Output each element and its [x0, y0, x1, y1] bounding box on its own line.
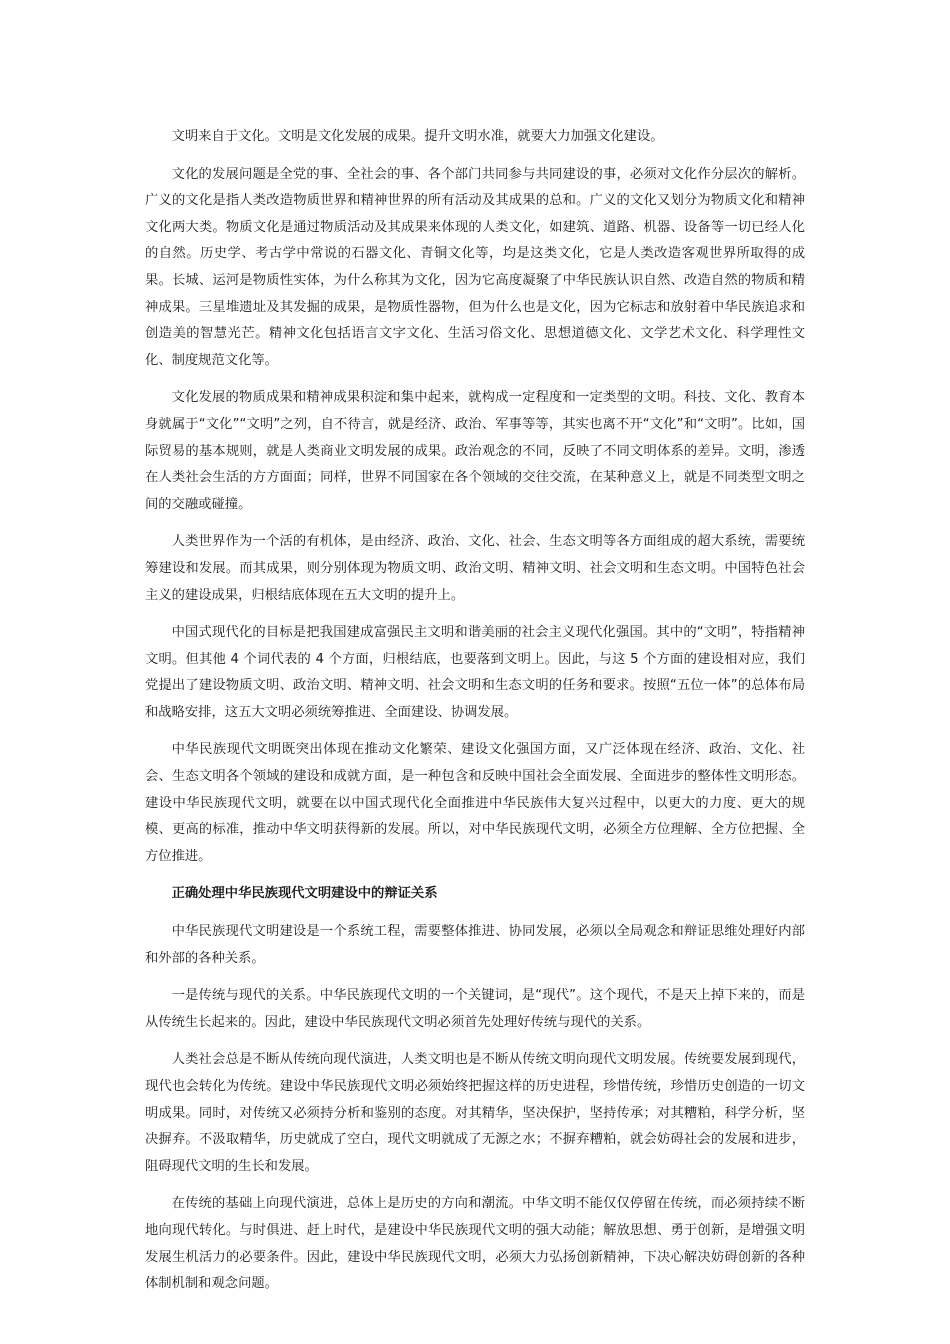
paragraph: 一是传统与现代的关系。中华民族现代文明的一个关键词，是“现代”。这个现代，不是天上掉下来的，而是从传统生长起来的。因此，建设中华民族现代文明必须首先处理好传统与现代的关系。 — [145, 988, 805, 1030]
paragraph: 文明来自于文化。文明是文化发展的成果。提升文明水准，就要大力加强文化建设。 — [171, 129, 664, 144]
paragraph: 文化发展的物质成果和精神成果积淀和集中起来，就构成一定程度和一定类型的文明。科技、文化、教育本身就属于“文化”“文明”之列，自不待言，就是经济、政治、军事等等，其实也离不开“文化”和“文明”。比如，国际贸易的基本规则，就是人类商业文明发展的成果。政治观念的不同，反映了不同文明体系的差异。文明，渗透在人类社会生活的方方面面；同样，世界不同国家在各个领域的交往交流，在某种意义上，就是不同类型文明之间的交融或碰撞。 — [145, 390, 805, 512]
paragraph: 在传统的基础上向现代演进，总体上是历史的方向和潮流。中华文明不能仅仅停留在传统，而必须持续不断地向现代转化。与时俱进、赶上时代，是建设中华民族现代文明的强大动能；解放思想、勇于创新，是增强文明发展生机活力的必要条件。因此，建设中华民族现代文明，必须大力弘扬创新精神，下决心解决妨碍创新的各种体制机制和观念问题。 — [145, 1196, 805, 1292]
paragraph: 人类世界作为一个活的有机体，是由经济、政治、文化、社会、生态文明等各方面组成的超大系统，需要统筹建设和发展。而其成果，则分别体现为物质文明、政治文明、精神文明、社会文明和生态文明。中国特色社会主义的建设成果，归根结底体现在五大文明的提升上。 — [145, 534, 805, 603]
paragraph: 中华民族现代文明建设是一个系统工程，需要整体推进、协同发展，必须以全局观念和辩证思维处理好内部和外部的各种关系。 — [145, 924, 805, 966]
paragraph: 人类社会总是不断从传统向现代演进，人类文明也是不断从传统文明向现代文明发展。传统要发展到现代，现代也会转化为传统。建设中华民族现代文明必须始终把握这样的历史进程，珍惜传统，珍惜历史创造的一切文明成果。同时，对传统又必须持分析和鉴别的态度。对其精华，坚决保护，坚持传承；对其糟粕，科学分析，坚决摒弃。不汲取精华，历史就成了空白，现代文明就成了无源之水；不摒弃糟粕，就会妨碍社会的发展和进步，阻碍现代文明的生长和发展。 — [145, 1052, 805, 1174]
article-body — [145, 124, 805, 1309]
section-heading: 正确处理中华民族现代文明建设中的辩证关系 — [171, 886, 438, 902]
paragraph: 中华民族现代文明既突出体现在推动文化繁荣、建设文化强国方面，又广泛体现在经济、政治、文化、社会、生态文明各个领域的建设和成就方面，是一种包含和反映中国社会全面发展、全面进步的整体性文明形态。建设中华民族现代文明，就要在以中国式现代化全面推进中华民族伟大复兴过程中，以更大的力度、更大的规模、更高的标准，推动中华文明获得新的发展。所以，对中华民族现代文明，必须全方位理解、全方位把握、全方位推进。 — [145, 742, 805, 864]
paragraph: 文化的发展问题是全党的事、全社会的事、各个部门共同参与共同建设的事，必须对文化作分层次的解析。广义的文化是指人类改造物质世界和精神世界的所有活动及其成果的总和。广义的文化又划分为物质文化和精神文化两大类。物质文化是通过物质活动及其成果来体现的人类文化，如建筑、道路、机器、设备等一切已经人化的自然。历史学、考古学中常说的石器文化、青铜文化等，均是这类文化，它是人类改造客观世界所取得的成果。长城、运河是物质性实体，为什么称其为文化，因为它高度凝聚了中华民族认识自然、改造自然的物质和精神成果。三星堆遗址及其发掘的成果，是物质性器物，但为什么也是文化，因为它标志和放射着中华民族追求和创造美的智慧光芒。精神文化包括语言文字文化、生活习俗文化、思想道德文化、文学艺术文化、科学理性文化、制度规范文化等。 — [145, 166, 805, 368]
paragraph: 中国式现代化的目标是把我国建成富强民主文明和谐美丽的社会主义现代化强国。其中的“文明”，特指精神文明。但其他 4 个词代表的 4 个方面，归根结底，也要落到文明上。因此，与这 5 个方面的建设相对应，我们党提出了建设物质文明、政治文明、精神文明、社会文明和生态文明的任务和要求。按照“五位一体”的总体布局和战略安排，这五大文明必须统筹推进、全面建设、协调发展。 — [145, 625, 805, 720]
